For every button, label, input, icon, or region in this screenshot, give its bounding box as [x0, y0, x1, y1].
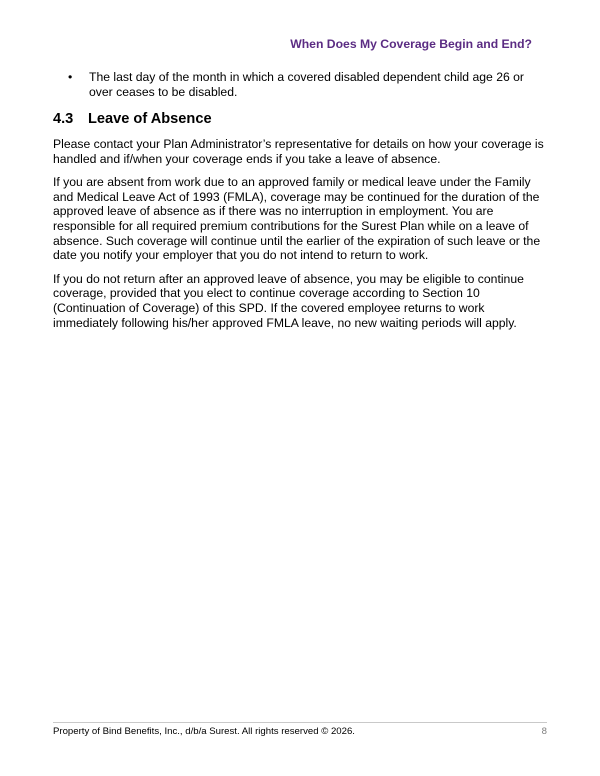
document-body — [53, 70, 548, 330]
list-item — [53, 70, 548, 99]
paragraph: If you are absent from work due to an approved family or medical leave under the Family and Medical Leave Act of 1993 (FMLA), coverage may be continued for the duration of the approved leave of absence as if there was no interruption in employment. You are responsible for all required premium contributions for the Surest Plan while on a leave of absence. Such coverage will continue until the earlier of the expiration of such leave or the date you notify your employer that you do not intend to return to work. — [53, 175, 541, 263]
page-footer — [53, 722, 547, 738]
footer-copyright: Property of Bind Benefits, Inc., d/b/a Surest. All rights reserved © 2026. — [53, 726, 355, 737]
bullet-list — [53, 70, 548, 99]
section-number: 4.3 — [53, 111, 74, 127]
running-header: When Does My Coverage Begin and End? — [290, 37, 532, 51]
bullet-icon: • — [68, 70, 73, 84]
paragraph: If you do not return after an approved leave of absence, you may be eligible to continue coverage, provided that you elect to continue coverage according to Section 10 (Continuation of Coverage) of this SPD. If the covered employee returns to work immediately following his/her approved FMLA leave, no new waiting periods will apply. — [53, 271, 524, 330]
section-heading — [53, 110, 548, 128]
section-title: Leave of Absence — [88, 111, 212, 127]
paragraph: Please contact your Plan Administrator’s representative for details on how your coverage is handled and if/when your coverage ends if you take a leave of absence. — [53, 137, 544, 166]
bullet-text: The last day of the month in which a covered disabled dependent child age 26 or over ceases to be disabled. — [89, 70, 524, 99]
page-number: 8 — [541, 726, 547, 737]
